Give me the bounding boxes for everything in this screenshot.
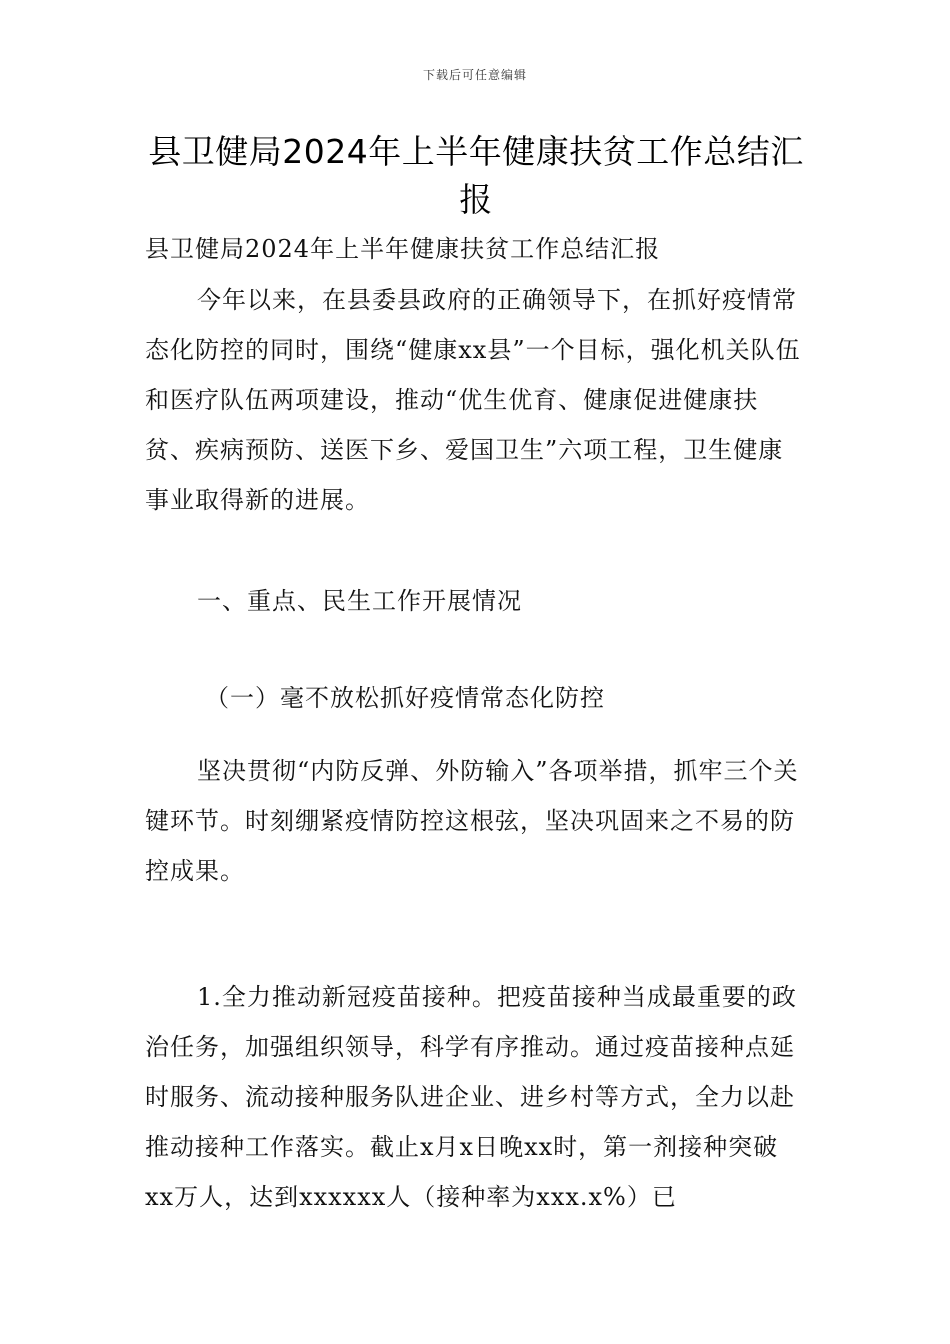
header-note: 下载后可任意编辑 <box>422 68 527 82</box>
intro-paragraph: 今年以来，在县委县政府的正确领导下，在抓好疫情常态化防控的同时，围绕“健康xx县”一个目标，强化机关队伍和医疗队伍两项建设，推动“优生优育、健康促进健康扶贫、疾病预防、送医下乡、爱国卫生”六项工程，卫生健康事业取得新的进展。 <box>145 286 801 514</box>
document-subtitle: 县卫健局2024年上半年健康扶贫工作总结汇报 <box>145 235 661 263</box>
section-heading: 一、重点、民生工作开展情况 <box>197 587 522 615</box>
epidemic-paragraph: 坚决贯彻“内防反弹、外防输入”各项举措，抓牢三个关键环节。时刻绷紧疫情防控这根弦，坚决巩固来之不易的防控成果。 <box>145 757 799 885</box>
subsection-heading: （一）毫不放松抓好疫情常态化防控 <box>205 684 605 712</box>
vaccine-paragraph: 1.全力推动新冠疫苗接种。把疫苗接种当成最重要的政治任务，加强组织领导，科学有序推动。通过疫苗接种点延时服务、流动接种服务队进企业、进乡村等方式，全力以赴推动接种工作落实。截止x月x日晚xx时，第一剂接种突破xx万人，达到xxxxxx人（接种率为xxx.x%）已 <box>145 983 797 1211</box>
document-title: 县卫健局2024年上半年健康扶贫工作总结汇报 <box>148 132 804 219</box>
